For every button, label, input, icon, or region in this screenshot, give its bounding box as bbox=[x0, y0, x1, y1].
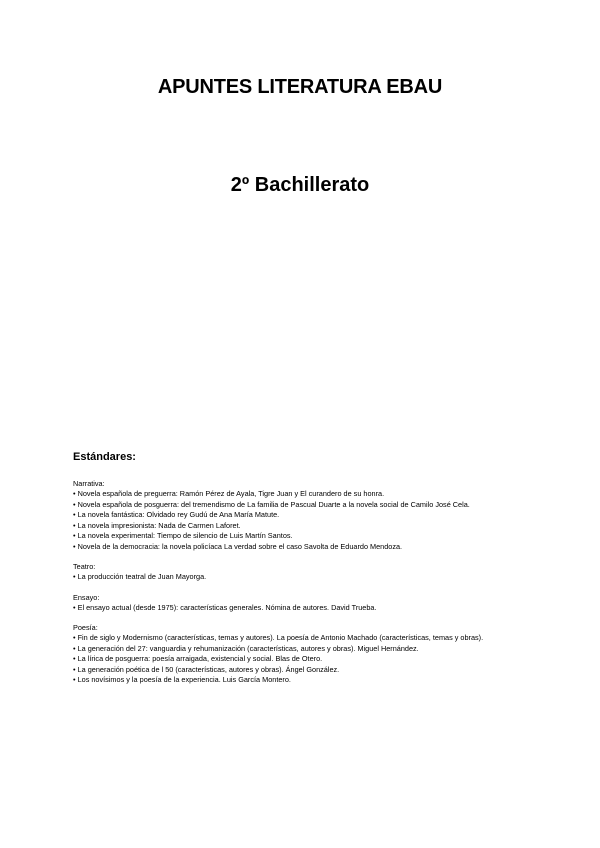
list-item: • La novela impresionista: Nada de Carmen Laforet. bbox=[73, 520, 241, 530]
list-item: • Fin de siglo y Modernismo (características, temas y autores). La poesía de Antonio Machado (características, temas y obras). bbox=[73, 633, 484, 642]
list-item: • La novela experimental: Tiempo de silencio de Luis Martín Santos. bbox=[73, 531, 293, 540]
item-list bbox=[73, 572, 573, 583]
list-item: • La generación poética de l 50 (características, autores y obras). Ángel González. bbox=[73, 664, 340, 674]
list-item: • La lírica de posguerra: poesía arraigada, existencial y social. Blas de Otero. bbox=[73, 654, 323, 663]
section-narrativa bbox=[73, 479, 573, 552]
section-title: Ensayo: bbox=[73, 592, 100, 602]
section-title: Narrativa: bbox=[73, 479, 105, 488]
section-title: Teatro: bbox=[73, 562, 96, 571]
section-ensayo bbox=[73, 593, 573, 614]
document-title: APUNTES LITERATURA EBAU bbox=[157, 76, 443, 98]
list-item: • Novela española de posguerra: del tremendismo de La familia de Pascual Duarte a la novela social de Camilo José Cela. bbox=[73, 499, 470, 509]
list-item: • Novela española de preguerra: Ramón Pérez de Ayala, Tigre Juan y El curandero de su honra. bbox=[73, 489, 385, 498]
list-item: • La generación del 27: vanguardia y rehumanización (características, autores y obras). Miguel Hernández. bbox=[73, 643, 419, 653]
document-subtitle: 2º Bachillerato bbox=[230, 174, 370, 196]
section-title: Poesía: bbox=[73, 623, 98, 632]
list-item: • Los novísimos y la poesía de la experiencia. Luis García Montero. bbox=[73, 675, 291, 684]
item-list bbox=[73, 633, 573, 686]
list-item: • La producción teatral de Juan Mayorga. bbox=[73, 572, 207, 581]
list-item: • Novela de la democracia: la novela policíaca La verdad sobre el caso Savolta de Eduardo Mendoza. bbox=[73, 541, 403, 551]
standards-heading: Estándares: bbox=[73, 451, 136, 463]
standards-block bbox=[73, 451, 573, 696]
item-list bbox=[73, 489, 573, 552]
item-list bbox=[73, 603, 573, 614]
section-teatro bbox=[73, 562, 573, 583]
list-item: • El ensayo actual (desde 1975): características generales. Nómina de autores. David Trueba. bbox=[73, 602, 377, 612]
section-poesia bbox=[73, 623, 573, 686]
list-item: • La novela fantástica: Olvidado rey Gudú de Ana María Matute. bbox=[73, 510, 280, 519]
